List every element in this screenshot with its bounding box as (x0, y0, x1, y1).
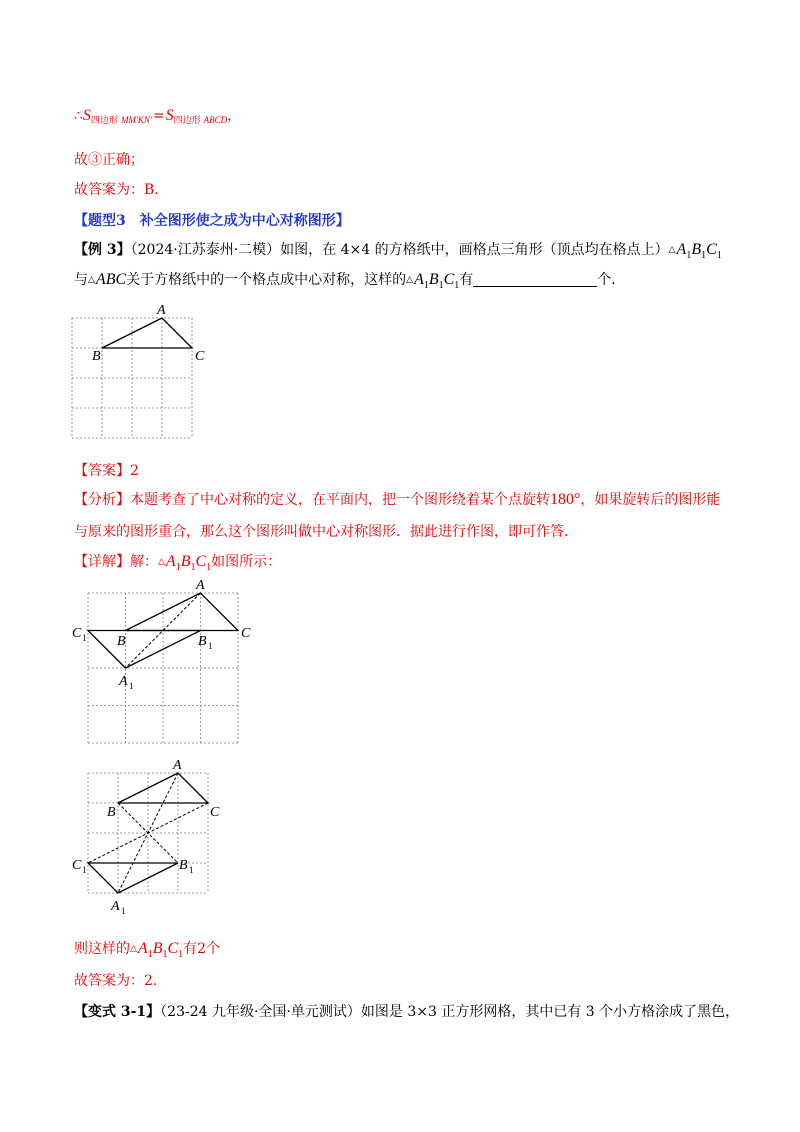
conclusion-correct: 故③正确； (74, 152, 144, 168)
conclusion-line: 则这样的$\triangle A_1B_1C_1$有2个 (74, 940, 221, 960)
svg-text:1: 1 (208, 641, 213, 651)
label-b: B (107, 805, 116, 820)
triangle-symbol: △ (668, 245, 676, 255)
triangle-a1b1c1-solution-1 (88, 631, 201, 669)
variant-tag: 【变式 3-1】 (74, 1004, 161, 1020)
answer-line: 【答案】2 (74, 463, 139, 479)
label-c1: C (72, 858, 82, 873)
svg-text:1: 1 (129, 681, 134, 691)
svg-text:1: 1 (189, 865, 194, 875)
label-a: A (173, 758, 182, 773)
example-tag: 【例 3】 (74, 242, 131, 258)
section-title: 【题型3 补全图形使之成为中心对称图形】 (74, 213, 350, 229)
sub-letters-b: ABCD (203, 115, 228, 125)
svg-text:1: 1 (121, 906, 126, 916)
triangle-abc-shape (102, 318, 192, 348)
detail-line: 【详解】解：$\triangle A_1B_1C_1$如图所示： (74, 553, 282, 573)
example-line-2: 与△ABC关于方格纸中的一个格点成中心对称，这样的$\triangle A_1B_1C_1$有 个． (74, 271, 626, 291)
label-a: A (196, 578, 205, 593)
label-c: C (195, 349, 205, 364)
label-b1: B (179, 858, 188, 873)
figure-solution-1 (72, 578, 251, 748)
svg-text:1: 1 (82, 865, 87, 875)
equals-sign: = (152, 108, 165, 124)
area-symbol: S (82, 107, 91, 124)
triangle-abc-solution-2 (118, 773, 208, 803)
figure-grid-abc (72, 303, 205, 443)
label-c: C (241, 626, 251, 641)
analysis-line-1: 【分析】本题考查了中心对称的定义，在平面内，把一个图形绕着某个点旋转180°，如果旋转后的图形能 (74, 491, 721, 508)
comma: ， (227, 108, 242, 124)
label-b1: B (198, 634, 207, 649)
label-a: A (157, 303, 166, 318)
therefore-symbol: ∴ (74, 108, 83, 124)
sub-letters-a: MM′KN′ (120, 115, 152, 125)
label-c1: C (72, 626, 82, 641)
label-a1: A (119, 674, 128, 689)
figure-solution-2 (72, 758, 220, 916)
sub-quadrilateral-a: 四边形 (90, 115, 118, 125)
final-answer: 故答案为：2． (74, 973, 167, 989)
area-symbol-b: S (165, 107, 174, 124)
answer-value: 2 (130, 463, 139, 479)
answer-b-line: 故答案为：B． (74, 182, 169, 198)
answer-blank (473, 272, 597, 287)
label-a1: A (111, 899, 120, 914)
area-equality-line (74, 106, 241, 130)
label-b: B (92, 349, 101, 364)
sub-quadrilateral-b: 四边形 (173, 115, 201, 125)
conclusion-count: 2 (197, 941, 207, 957)
variant-text: （23-24 九年级·全国·单元测试）如图是 3×3 正方形网格，其中已有 3 个小方格涂成了黑色， (160, 1004, 740, 1020)
example-line-1: 【例 3】（2024·江苏泰州·二模）如图，在 4×4 的方格纸中，画格点三角形（顶点均在格点上）$\triangle A_1B_1C_1$ (74, 241, 722, 261)
triangle-abc: ABC (95, 271, 127, 288)
example-source: （2024·江苏泰州·二模）如图，在 4×4 的方格纸中，画格点三角形（顶点均在格点上） (130, 242, 669, 258)
triangle-a1b1c1-solution-2 (88, 863, 178, 893)
analysis-line-2: 与原来的图形重合，那么这个图形叫做中心对称图形．据此进行作图，即可作答． (74, 524, 578, 540)
svg-text:1: 1 (82, 633, 87, 643)
variant-line (74, 1002, 739, 1022)
label-c: C (210, 805, 220, 820)
label-b: B (117, 634, 126, 649)
